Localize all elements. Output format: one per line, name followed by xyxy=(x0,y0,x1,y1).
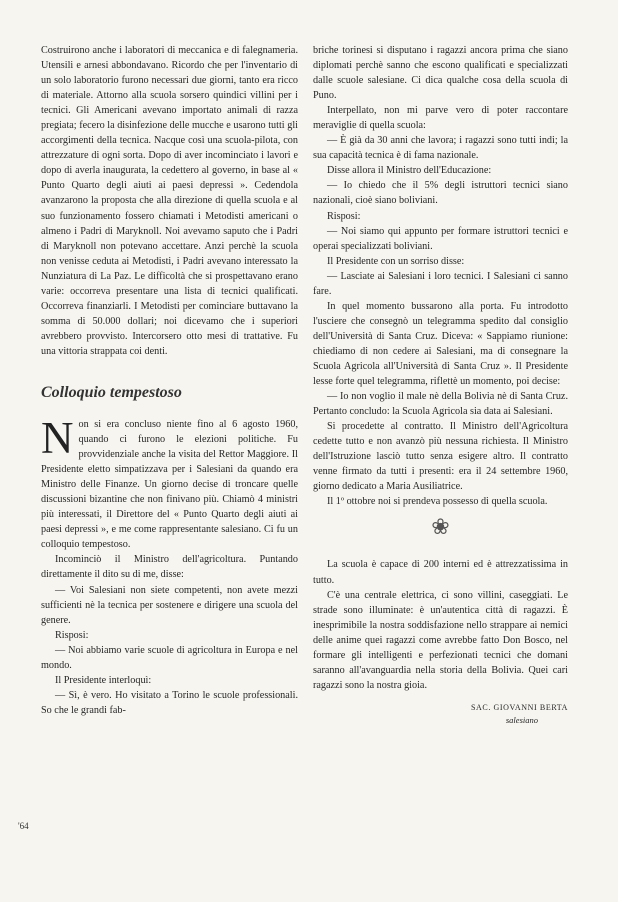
section-heading: Colloquio tempestoso xyxy=(41,383,182,401)
dialogue-line: — Io chiedo che il 5% degli istruttori tecnici siano nazionali, cioè siano boliviani. xyxy=(313,180,568,207)
body-paragraph: Interpellato, non mi parve vero di poter raccontare meraviglie di quella scuola: xyxy=(313,105,568,132)
body-paragraph: In quel momento bussarono alla porta. Fu introdotto l'usciere che consegnò un telegramma spedito dal consiglio dell'Università di Santa Cruz. Diceva: « Sappiamo riunione: chiediamo di non cedere ai Salesiani, ma di consegnare la Scuola Agricola all'Università di Santa Cruz ». Il Presidente lesse forte quel telegramma, riflettè un momento, poi decise: xyxy=(313,300,568,388)
body-paragraph: Il 1º ottobre noi si prendeva possesso di quella scuola. xyxy=(327,496,548,508)
body-paragraph-text: on si era concluso niente fino al 6 agosto 1960, quando ci furono le elezioni politiche. Fu provvidenziale anche la visita del Rettor Maggiore. Il Presidente eletto simpatizzava per i Salesiani da quando era Ministro delle Finanze. Un giorno decise di troncare quelle discussioni bizantine che non finivano più. Chiamò 4 ministri più interessati, il Direttore del « Punto Quarto degli aiuti ai paesi depressi », e me come rappresentante salesiano. Ci fu un colloquio tempestoso. xyxy=(41,418,298,551)
drop-cap: N xyxy=(41,412,74,463)
dialogue-line: — Sì, è vero. Ho visitato a Torino le scuole professionali. So che le grandi fab- xyxy=(41,689,298,716)
body-paragraph: Il Presidente con un sorriso disse: xyxy=(327,255,465,267)
body-paragraph xyxy=(41,412,298,552)
left-column xyxy=(41,43,298,718)
author-name: SAC. GIOVANNI BERTA xyxy=(470,702,568,712)
dialogue-line: — Io non voglio il male nè della Bolivia nè di Santa Cruz. Pertanto concludo: la Scuola Agricola sia data ai Salesiani. xyxy=(313,391,568,418)
flower-ornament-icon: ❀ xyxy=(431,514,450,540)
page-number: '64 xyxy=(18,821,29,831)
body-paragraph: Risposi: xyxy=(55,629,89,641)
body-paragraph: Il Presidente interloquì: xyxy=(55,674,152,686)
body-paragraph: Incominciò il Ministro dell'agricoltura. Puntando direttamente il dito su di me, disse: xyxy=(41,554,298,581)
author-role: salesiano xyxy=(505,714,538,725)
body-paragraph: briche torinesi si disputano i ragazzi ancora prima che siano diplomati perchè sanno che escono qualificati e specializzati dalle scuole salesiane. Ci dica qualche cosa della scuola di Puno. xyxy=(313,45,568,102)
body-paragraph: La scuola è capace di 200 interni ed è attrezzatissima in tutto. xyxy=(313,559,568,586)
dialogue-line: — Voi Salesiani non siete competenti, non avete mezzi sufficienti nè la tecnica per sostenere e dirigere una scuola del genere. xyxy=(41,584,298,626)
body-paragraph: Costruirono anche i laboratori di meccanica e di falegnameria. Utensili e arnesi abbondavano. Ricordo che per l'inventario di un solo laboratorio furono necessari due giorni, tanto era ricco di materiale. Attorno alla scuola sorsero quindici villini per i tecnici. Gli Americani avevano importato animali di razza pregiata; fecero la disinfezione delle mucche e usarono tutti gli accorgimenti della tecnica. Nacque così una scuola-pilota, con attrezzature di ogni sorta. Dopo di aver incominciato i lavori e dopo di averla inaugurata, la cedettero al governo, in base al « Punto Quarto degli aiuti ai paesi depressi ». Cedendola avanzarono la proposta che alla direzione di quella scuola e al suo funzionamento fossero chiamati i Metodisti americani o almeno i Padri di Maryknoll. Noi avevamo saputo che i Padri di Maryknoll non potevano accettare. Anzi perchè la scuola non venisse ceduta ai Metodisti, i Padri avevano interessato la Nunziatura di La Paz. Le difficoltà che si prospettavano erano varie: occorreva presentare una lista di tecnici qualificati. Occorreva finanziarli. I Metodisti per cominciare buttavano la somma di 50.000 dollari; noi dicevamo che i superiori avrebbero provvisto. Intercorsero otto mesi di trattative. Fu una vittoria strappata coi denti. xyxy=(41,45,298,357)
body-paragraph: C'è una centrale elettrica, ci sono villini, caseggiati. Le strade sono illuminate: è un'autentica città di ragazzi. È inesprimibile la nostra soddisfazione nello strappare ai nemici delle anime quei ragazzi come avrebbe fatto Don Bosco, nel formare gli intelligenti e perfezionati tecnici che domani saranno all'avanguardia nella storia della Bolivia. Quei cari ragazzi sono la nostra gioia. xyxy=(313,589,568,691)
body-paragraph: Si procedette al contratto. Il Ministro dell'Agricoltura cedette tutto e non avanzò più nessuna richiesta. Il Ministro dell'Istruzione lasciò tutto senza esigere altro. Il contratto venne firmato da tutti i presenti: era il 24 settembre 1960, giorno dedicato a Maria Ausiliatrice. xyxy=(313,421,568,493)
body-paragraph: Risposi: xyxy=(327,210,361,222)
dialogue-line: — Noi siamo qui appunto per formare istruttori tecnici e operai specializzati boliviani. xyxy=(313,225,568,252)
dialogue-line: — Noi abbiamo varie scuole di agricoltura in Europa e nel mondo. xyxy=(41,644,298,671)
right-column xyxy=(313,43,568,726)
dialogue-line: — Lasciate ai Salesiani i loro tecnici. I Salesiani ci sanno fare. xyxy=(313,270,568,297)
dialogue-line: — È già da 30 anni che lavora; i ragazzi sono tutti indi; la sua capacità tecnica è di fama nazionale. xyxy=(313,135,568,162)
body-paragraph: Disse allora il Ministro dell'Educazione: xyxy=(327,165,492,177)
